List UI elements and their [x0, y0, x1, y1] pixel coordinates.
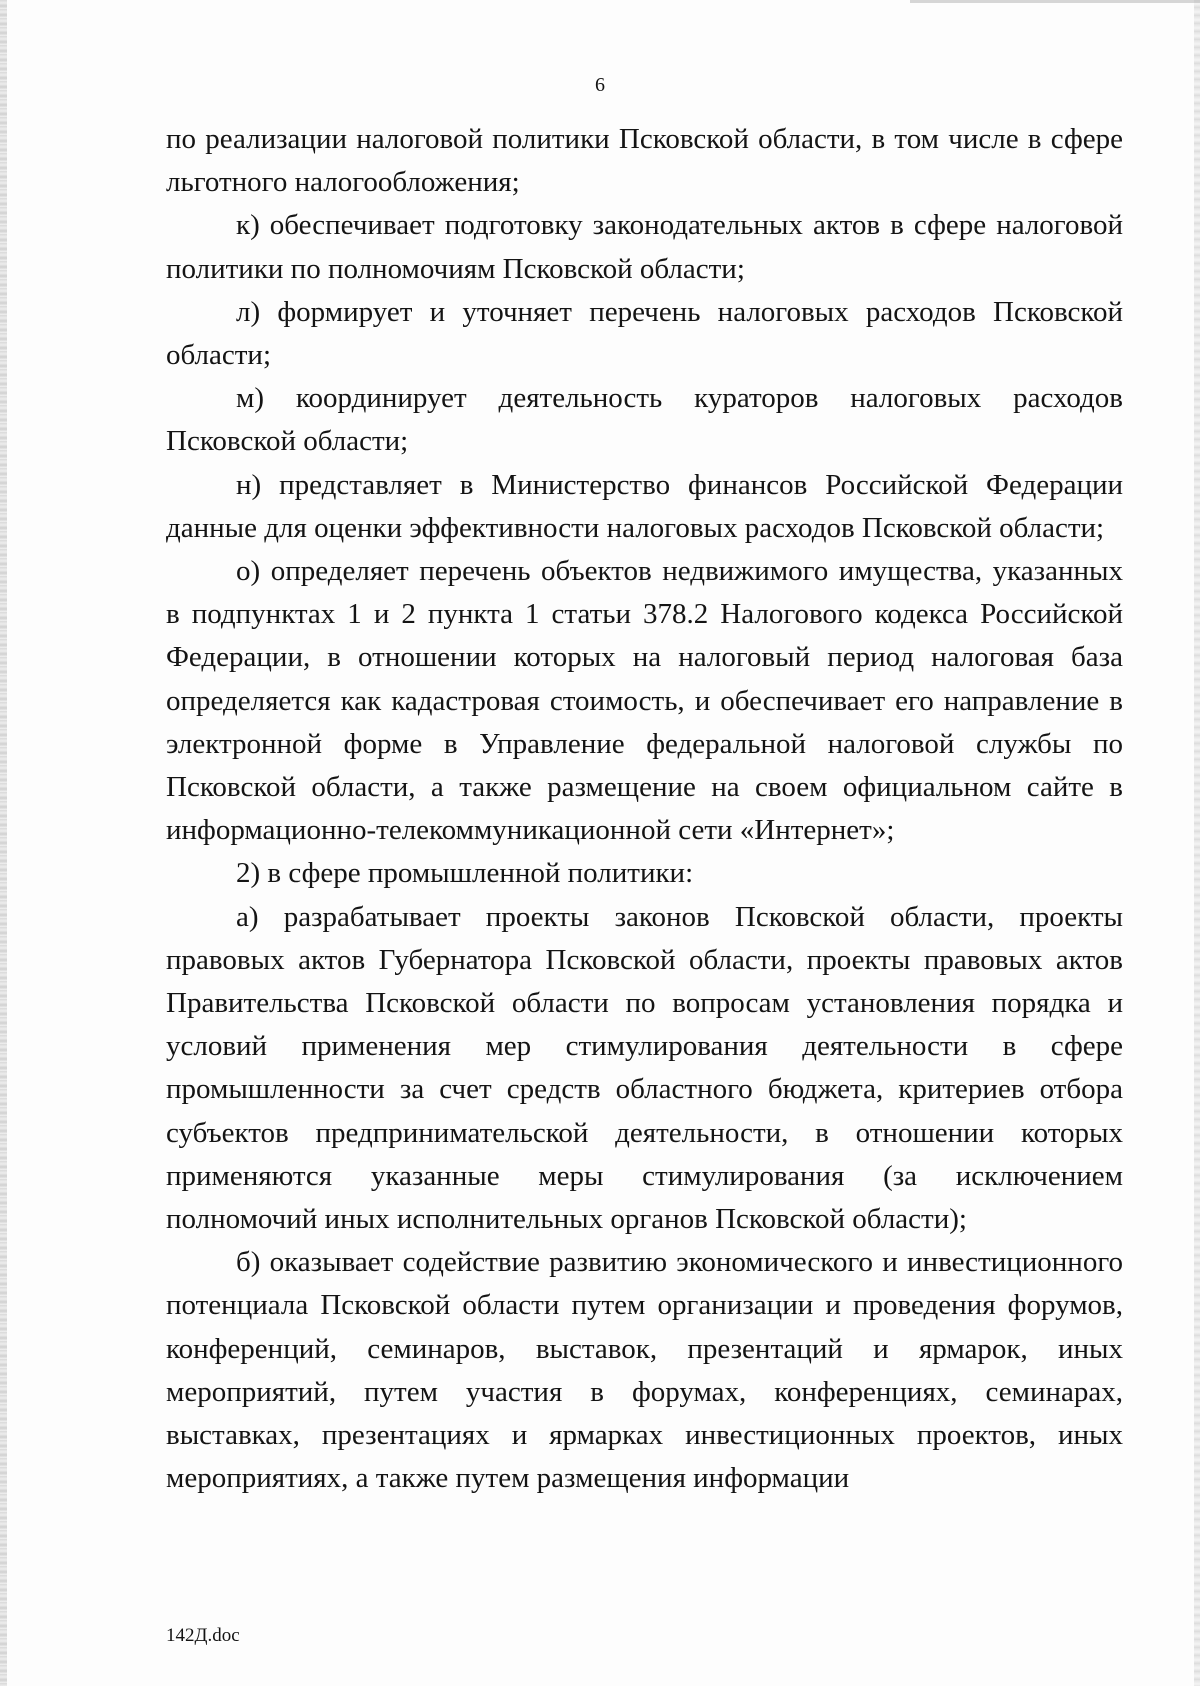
paragraph-item-m: м) координирует деятельность кураторов налоговых расходов Псковской области; [166, 382, 1123, 458]
scan-edge-top [910, 0, 1200, 3]
paragraph-continuation: по реализации налоговой политики Псковской области, в том числе в сфере льготного налогообложения; [166, 123, 1123, 199]
scan-edge-right [1194, 0, 1200, 1686]
paragraph-section-2: 2) в сфере промышленной политики: [236, 857, 694, 890]
paragraph-item-k: к) обеспечивает подготовку законодательных актов в сфере налоговой политики по полномочиям Псковской области; [166, 209, 1123, 285]
file-name-footer: 142Д.doc [166, 1625, 240, 1646]
page-number: 6 [595, 74, 605, 96]
paragraph-item-l: л) формирует и уточняет перечень налоговых расходов Псковской области; [166, 295, 1123, 372]
paragraph-item-n: н) представляет в Министерство финансов Российской Федерации данные для оценки эффективности налоговых расходов Псковской области; [166, 468, 1123, 544]
paragraph-item-o: о) определяет перечень объектов недвижимого имущества, указанных в подпунктах 1 и 2 пункта 1 статьи 378.2 Налогового кодекса Российской Федерации, в отношении которых на налоговый период налоговая база определяется как кадастровая стоимость, и обеспечивает его направление в электронной форме в Управление федеральной налоговой службы по Псковской области, а также размещение на своем официальном сайте в информационно-телекоммуникационной сети «Интернет»; [166, 555, 1123, 847]
paragraph-item-a: а) разрабатывает проекты законов Псковской области, проекты правовых актов Губернатора Псковской области, проекты правовых актов Правительства Псковской области по вопросам установления порядка и условий применения мер стимулирования деятельности в сфере промышленности за счет средств областного бюджета, критериев отбора субъектов предпринимательской деятельности, в отношении которых применяются указанные меры стимулирования (за исключением полномочий иных исполнительных органов Псковской области); [166, 900, 1123, 1236]
paragraph-item-b: б) оказывает содействие развитию экономического и инвестиционного потенциала Псковской области путем организации и проведения форумов, конференций, семинаров, выставок, презентаций и ярмарок, иных мероприятий, путем участия в форумах, конференциях, семинарах, выставках, презентациях и ярмарках инвестиционных проектов, иных мероприятиях, а также путем размещения информации [166, 1246, 1123, 1495]
scan-edge-left [0, 0, 7, 1686]
document-body [166, 118, 1123, 1501]
